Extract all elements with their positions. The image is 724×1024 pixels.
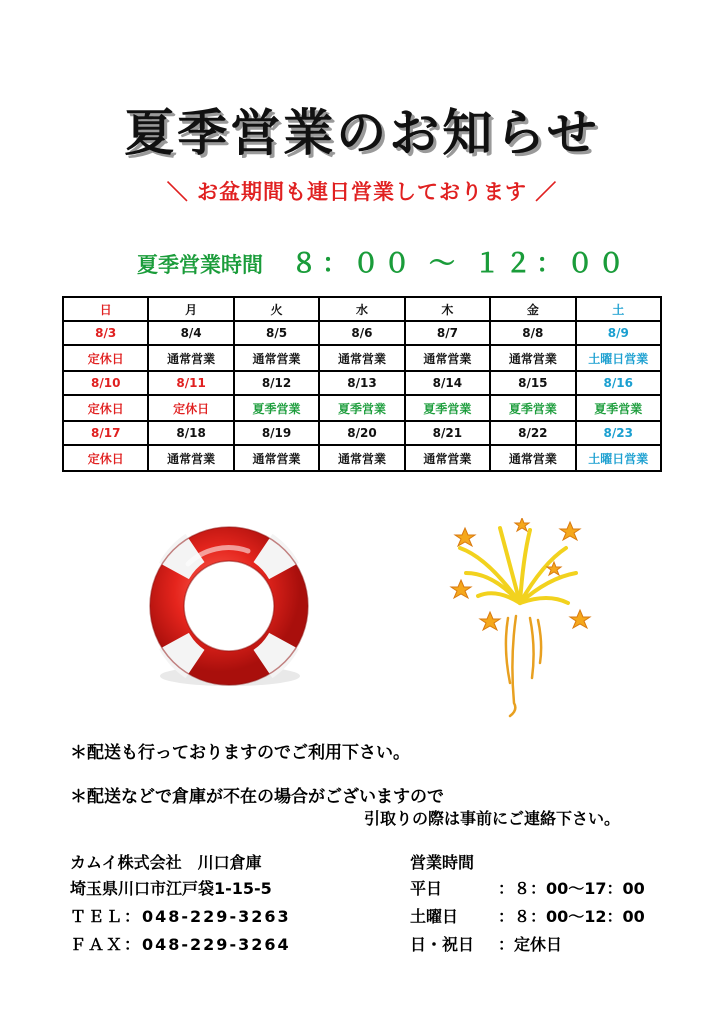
company-address: 埼玉県川口市江戸袋1-15-5 [70, 879, 272, 898]
status-cell: 夏季営業 [576, 395, 661, 421]
subtitle: ＼ お盆期間も連日営業しております ／ [166, 180, 558, 204]
hours-value: ：定休日 [498, 935, 563, 954]
date-cell: 8/13 [319, 371, 404, 395]
date-cell: 8/20 [319, 421, 404, 445]
status-cell: 通常営業 [490, 345, 575, 371]
status-cell: 夏季営業 [319, 395, 404, 421]
hours-label: 日・祝日 [410, 935, 475, 954]
date-cell: 8/9 [576, 321, 661, 345]
absence-note: ＊配送などで倉庫が不在の場合がございますので [70, 787, 444, 807]
calendar-status-row [63, 395, 661, 421]
date-cell: 8/10 [63, 371, 148, 395]
fireworks-icon [448, 518, 598, 718]
status-cell: 通常営業 [148, 345, 233, 371]
date-cell: 8/12 [234, 371, 319, 395]
date-cell: 8/17 [63, 421, 148, 445]
hours-row-saturday [410, 904, 645, 927]
date-cell: 8/11 [148, 371, 233, 395]
absence-note-continued: 引取りの際は事前にご連絡下さい。 [364, 809, 621, 828]
calendar-date-row [63, 421, 661, 445]
hours-label: 平日 [410, 879, 443, 898]
status-cell: 通常営業 [405, 345, 490, 371]
date-cell: 8/19 [234, 421, 319, 445]
company-tel: ＴＥＬ：048-229-3263 [70, 907, 291, 926]
calendar-date-row [63, 371, 661, 395]
hours-row-holiday [410, 932, 562, 955]
status-cell: 通常営業 [319, 445, 404, 471]
calendar-status-row [63, 445, 661, 471]
life-ring-icon [138, 524, 320, 694]
date-cell: 8/15 [490, 371, 575, 395]
calendar-header-row [63, 297, 661, 321]
status-cell: 夏季営業 [234, 395, 319, 421]
summer-hours [137, 243, 630, 280]
status-cell: 定休日 [63, 445, 148, 471]
status-cell: 通常営業 [319, 345, 404, 371]
company-fax: ＦＡＸ：048-229-3264 [70, 935, 291, 954]
date-cell: 8/14 [405, 371, 490, 395]
hours-row-weekday [410, 876, 645, 899]
page-title: 夏季営業のお知らせ [124, 104, 600, 162]
summer-hours-label: 夏季営業時間 [137, 253, 263, 277]
date-cell: 8/3 [63, 321, 148, 345]
date-cell: 8/18 [148, 421, 233, 445]
status-cell: 通常営業 [405, 445, 490, 471]
weekday-header: 火 [234, 297, 319, 321]
weekday-header: 月 [148, 297, 233, 321]
calendar-date-row [63, 321, 661, 345]
date-cell: 8/8 [490, 321, 575, 345]
date-cell: 8/21 [405, 421, 490, 445]
status-cell: 土曜日営業 [576, 445, 661, 471]
status-cell: 通常営業 [490, 445, 575, 471]
status-cell: 通常営業 [148, 445, 233, 471]
weekday-header: 金 [490, 297, 575, 321]
calendar-status-row [63, 345, 661, 371]
status-cell: 定休日 [63, 345, 148, 371]
hours-label: 土曜日 [410, 907, 459, 926]
date-cell: 8/7 [405, 321, 490, 345]
business-hours-heading: 営業時間 [410, 853, 475, 872]
status-cell: 通常営業 [234, 345, 319, 371]
date-cell: 8/5 [234, 321, 319, 345]
weekday-header: 日 [63, 297, 148, 321]
business-calendar [62, 296, 662, 472]
hours-value: ：８：00～12：00 [498, 907, 645, 926]
date-cell: 8/6 [319, 321, 404, 345]
date-cell: 8/16 [576, 371, 661, 395]
date-cell: 8/4 [148, 321, 233, 345]
summer-hours-time: ８：００ ～ １２：００ [291, 249, 630, 279]
status-cell: 夏季営業 [405, 395, 490, 421]
date-cell: 8/22 [490, 421, 575, 445]
company-name: カムイ株式会社 川口倉庫 [70, 853, 262, 872]
status-cell: 定休日 [148, 395, 233, 421]
status-cell: 通常営業 [234, 445, 319, 471]
weekday-header: 土 [576, 297, 661, 321]
date-cell: 8/23 [576, 421, 661, 445]
delivery-note: ＊配送も行っておりますのでご利用下さい。 [70, 743, 410, 763]
hours-value: ：８：00～17：00 [498, 879, 645, 898]
status-cell: 夏季営業 [490, 395, 575, 421]
status-cell: 土曜日営業 [576, 345, 661, 371]
status-cell: 定休日 [63, 395, 148, 421]
weekday-header: 水 [319, 297, 404, 321]
weekday-header: 木 [405, 297, 490, 321]
